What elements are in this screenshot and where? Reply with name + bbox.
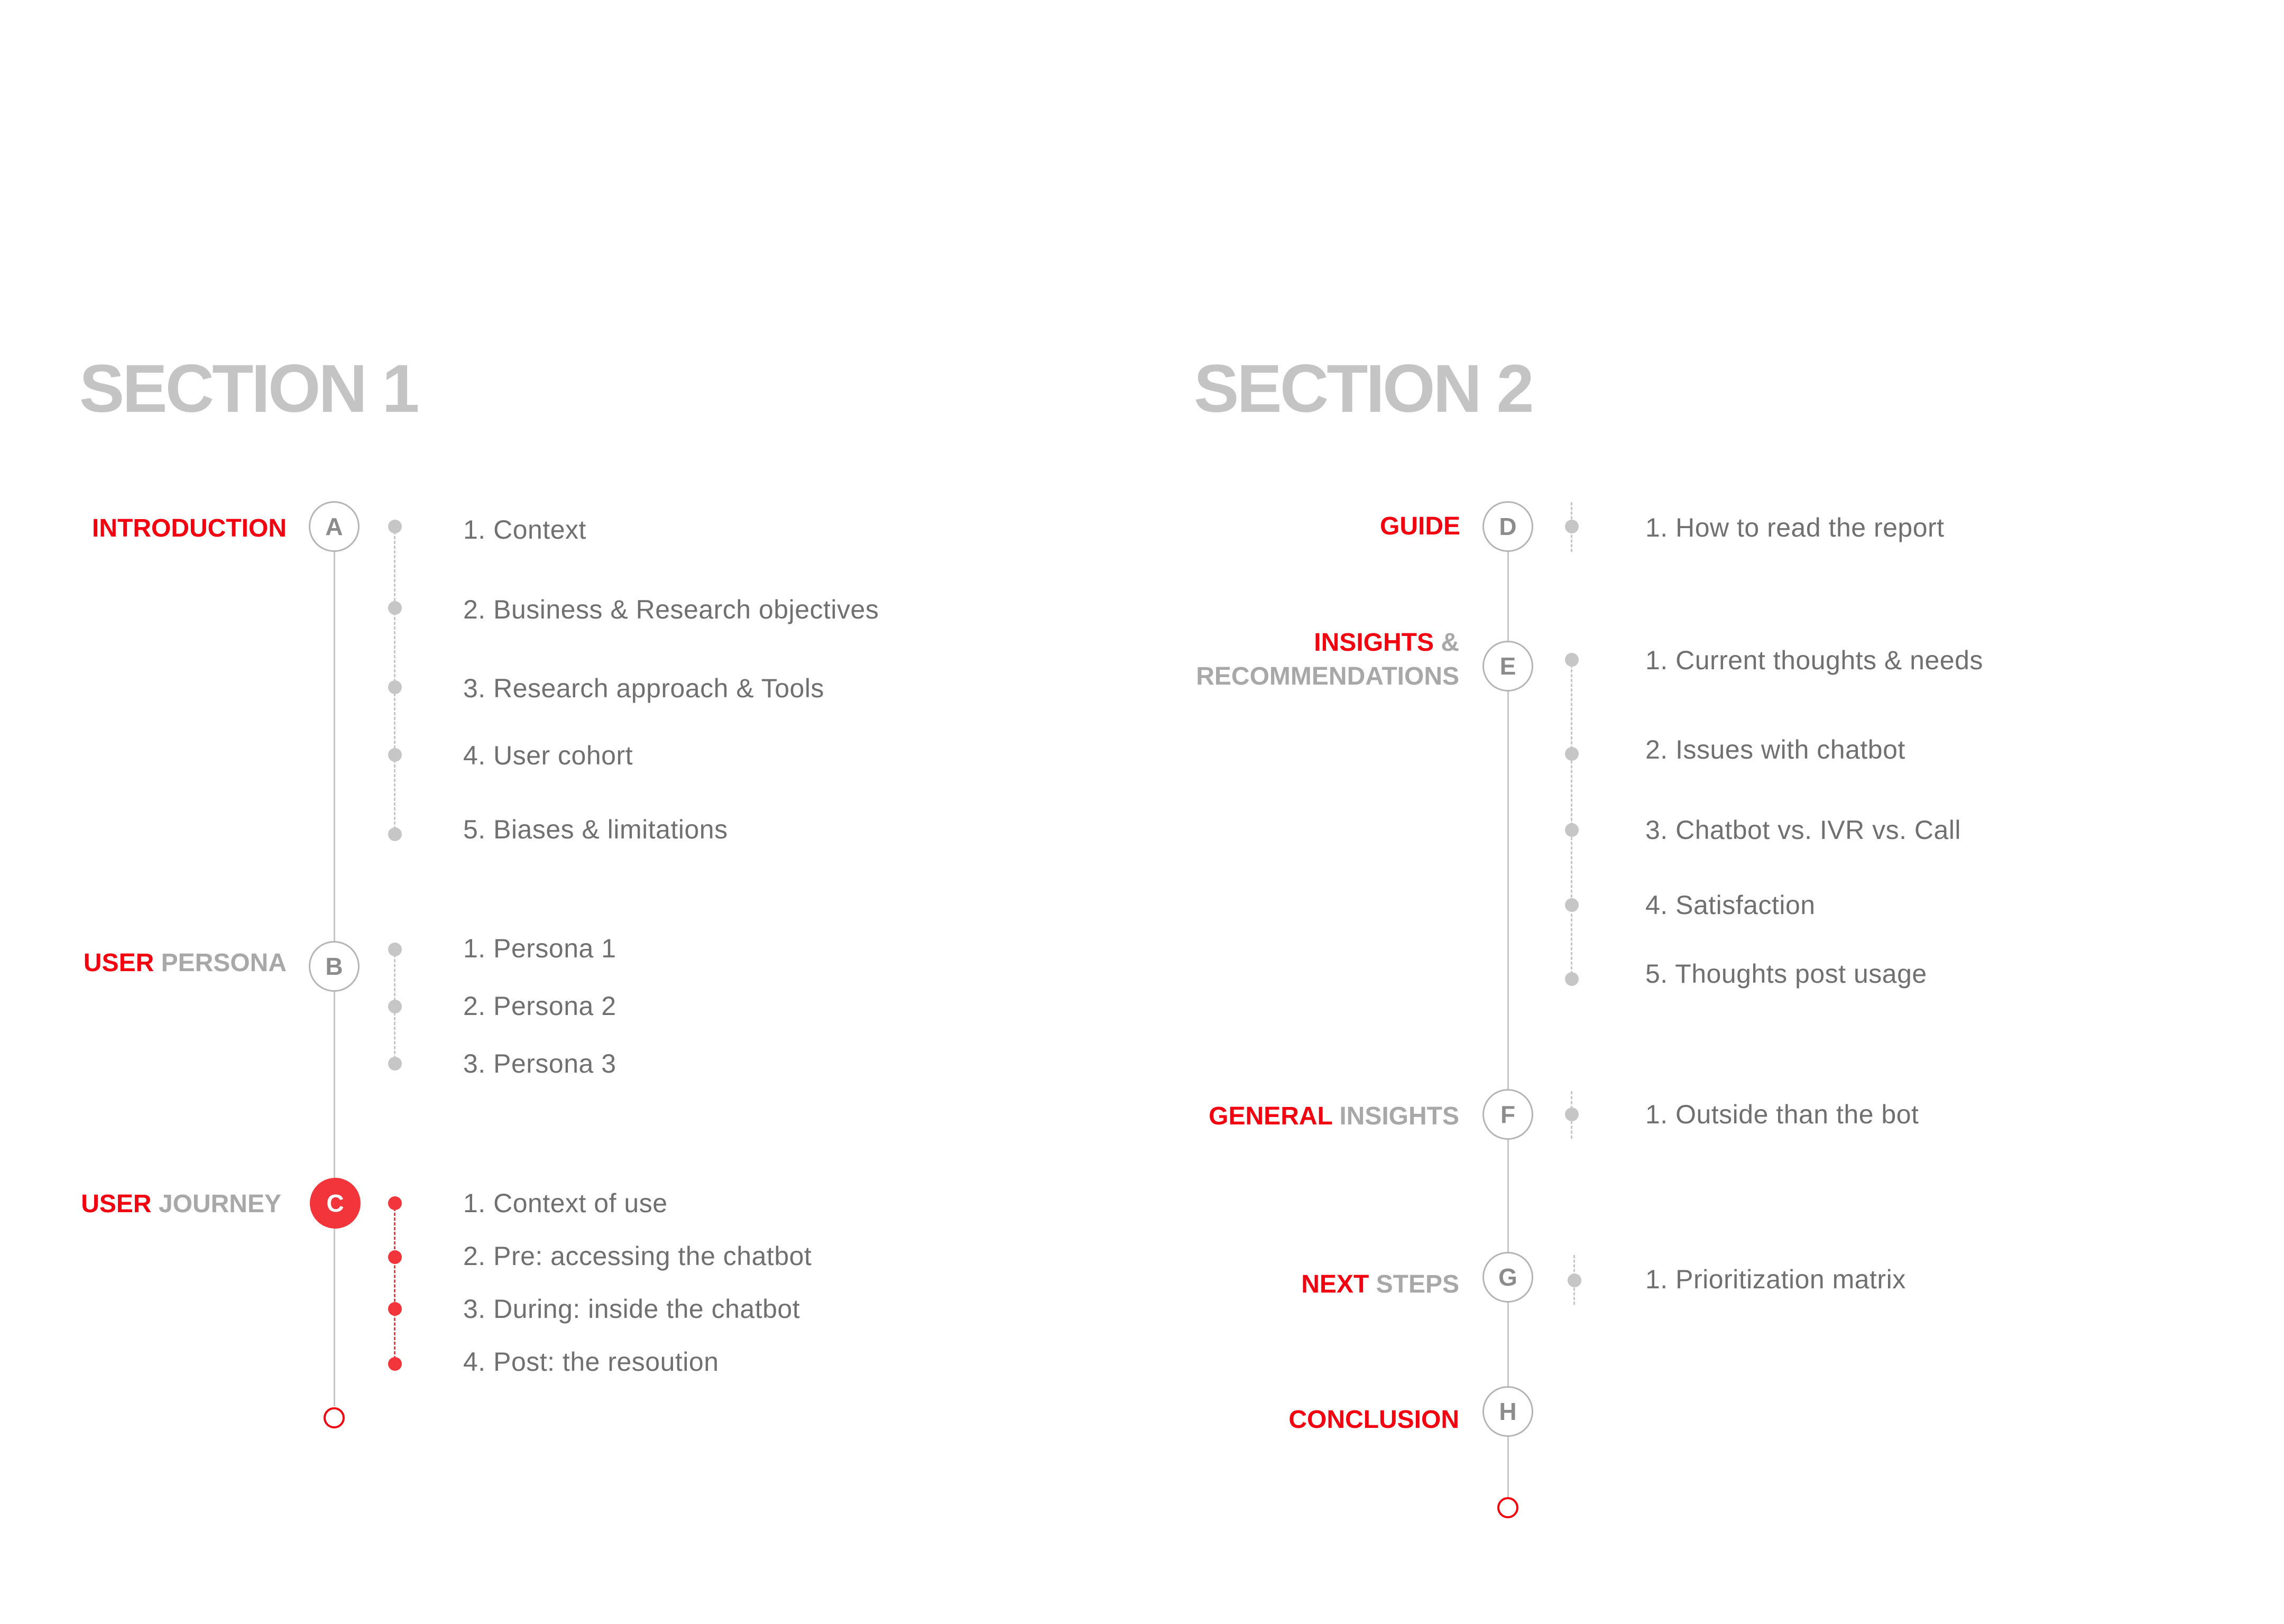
persona-item-1[interactable]: 1. Persona 1 — [463, 934, 616, 963]
node-a[interactable]: A — [309, 501, 360, 552]
bullet-dot — [388, 1302, 402, 1316]
bullet-dot — [1565, 520, 1579, 533]
user-persona-label[interactable]: USER PERSONA — [83, 949, 287, 977]
bullet-dot — [1565, 653, 1579, 667]
bullet-dot — [388, 1000, 402, 1013]
intro-item-approach[interactable]: 3. Research approach & Tools — [463, 673, 824, 703]
node-e[interactable]: E — [1482, 641, 1533, 691]
general-item-outside-bot[interactable]: 1. Outside than the bot — [1645, 1100, 1919, 1129]
insights-item-post-usage[interactable]: 5. Thoughts post usage — [1645, 959, 1927, 989]
insights-item-comparison[interactable]: 3. Chatbot vs. IVR vs. Call — [1645, 815, 1961, 845]
bullet-dot — [388, 601, 402, 615]
bullet-dot — [388, 1250, 402, 1264]
intro-item-context[interactable]: 1. Context — [463, 515, 586, 545]
node-b[interactable]: B — [309, 941, 360, 992]
bullet-dot — [1565, 823, 1579, 837]
conclusion-label[interactable]: CONCLUSION — [1288, 1406, 1459, 1434]
bullet-dot — [1565, 972, 1579, 986]
node-g[interactable]: G — [1482, 1252, 1533, 1303]
intro-item-objectives[interactable]: 2. Business & Research objectives — [463, 595, 879, 624]
journey-item-pre[interactable]: 2. Pre: accessing the chatbot — [463, 1241, 812, 1271]
introduction-label[interactable]: INTRODUCTION — [92, 514, 287, 542]
general-insights-label[interactable]: GENERAL INSIGHTS — [1209, 1102, 1459, 1130]
insights-recommendations-label[interactable]: INSIGHTS & RECOMMENDATIONS — [1196, 629, 1459, 690]
group-e-connector — [1571, 660, 1572, 979]
bullet-dot — [388, 520, 402, 533]
guide-label[interactable]: GUIDE — [1379, 512, 1460, 540]
bullet-dot — [1565, 1108, 1579, 1121]
next-item-prioritization[interactable]: 1. Prioritization matrix — [1645, 1265, 1906, 1294]
section-2-end-marker — [1497, 1497, 1518, 1518]
bullet-dot — [388, 1057, 402, 1071]
bullet-dot — [388, 748, 402, 762]
section-2-title: SECTION 2 — [1194, 351, 1532, 427]
bullet-dot — [1565, 747, 1579, 761]
group-c-connector — [394, 1203, 395, 1364]
journey-item-post[interactable]: 4. Post: the resoution — [463, 1347, 719, 1377]
node-c[interactable]: C — [310, 1178, 361, 1229]
guide-item-how-to-read[interactable]: 1. How to read the report — [1645, 513, 1945, 542]
bullet-dot — [388, 1196, 402, 1210]
bullet-dot — [1568, 1274, 1581, 1287]
intro-item-biases[interactable]: 5. Biases & limitations — [463, 815, 728, 844]
intro-item-cohort[interactable]: 4. User cohort — [463, 741, 633, 770]
user-journey-label[interactable]: USER JOURNEY — [81, 1190, 281, 1218]
bullet-dot — [1565, 898, 1579, 912]
node-d[interactable]: D — [1482, 501, 1533, 552]
bullet-dot — [388, 680, 402, 694]
bullet-dot — [388, 1357, 402, 1371]
insights-item-issues[interactable]: 2. Issues with chatbot — [1645, 735, 1905, 764]
node-f[interactable]: F — [1482, 1089, 1533, 1140]
journey-item-context[interactable]: 1. Context of use — [463, 1188, 668, 1218]
persona-item-2[interactable]: 2. Persona 2 — [463, 991, 616, 1021]
next-steps-label[interactable]: NEXT STEPS — [1301, 1270, 1459, 1298]
section-1-end-marker — [324, 1407, 345, 1428]
bullet-dot — [388, 827, 402, 841]
journey-item-during[interactable]: 3. During: inside the chatbot — [463, 1294, 800, 1324]
node-h[interactable]: H — [1482, 1386, 1533, 1437]
section-1-title: SECTION 1 — [79, 351, 418, 427]
section-2-timeline — [1507, 552, 1509, 1503]
insights-item-thoughts[interactable]: 1. Current thoughts & needs — [1645, 645, 1983, 675]
bullet-dot — [388, 943, 402, 956]
insights-item-satisfaction[interactable]: 4. Satisfaction — [1645, 890, 1816, 920]
persona-item-3[interactable]: 3. Persona 3 — [463, 1049, 616, 1078]
